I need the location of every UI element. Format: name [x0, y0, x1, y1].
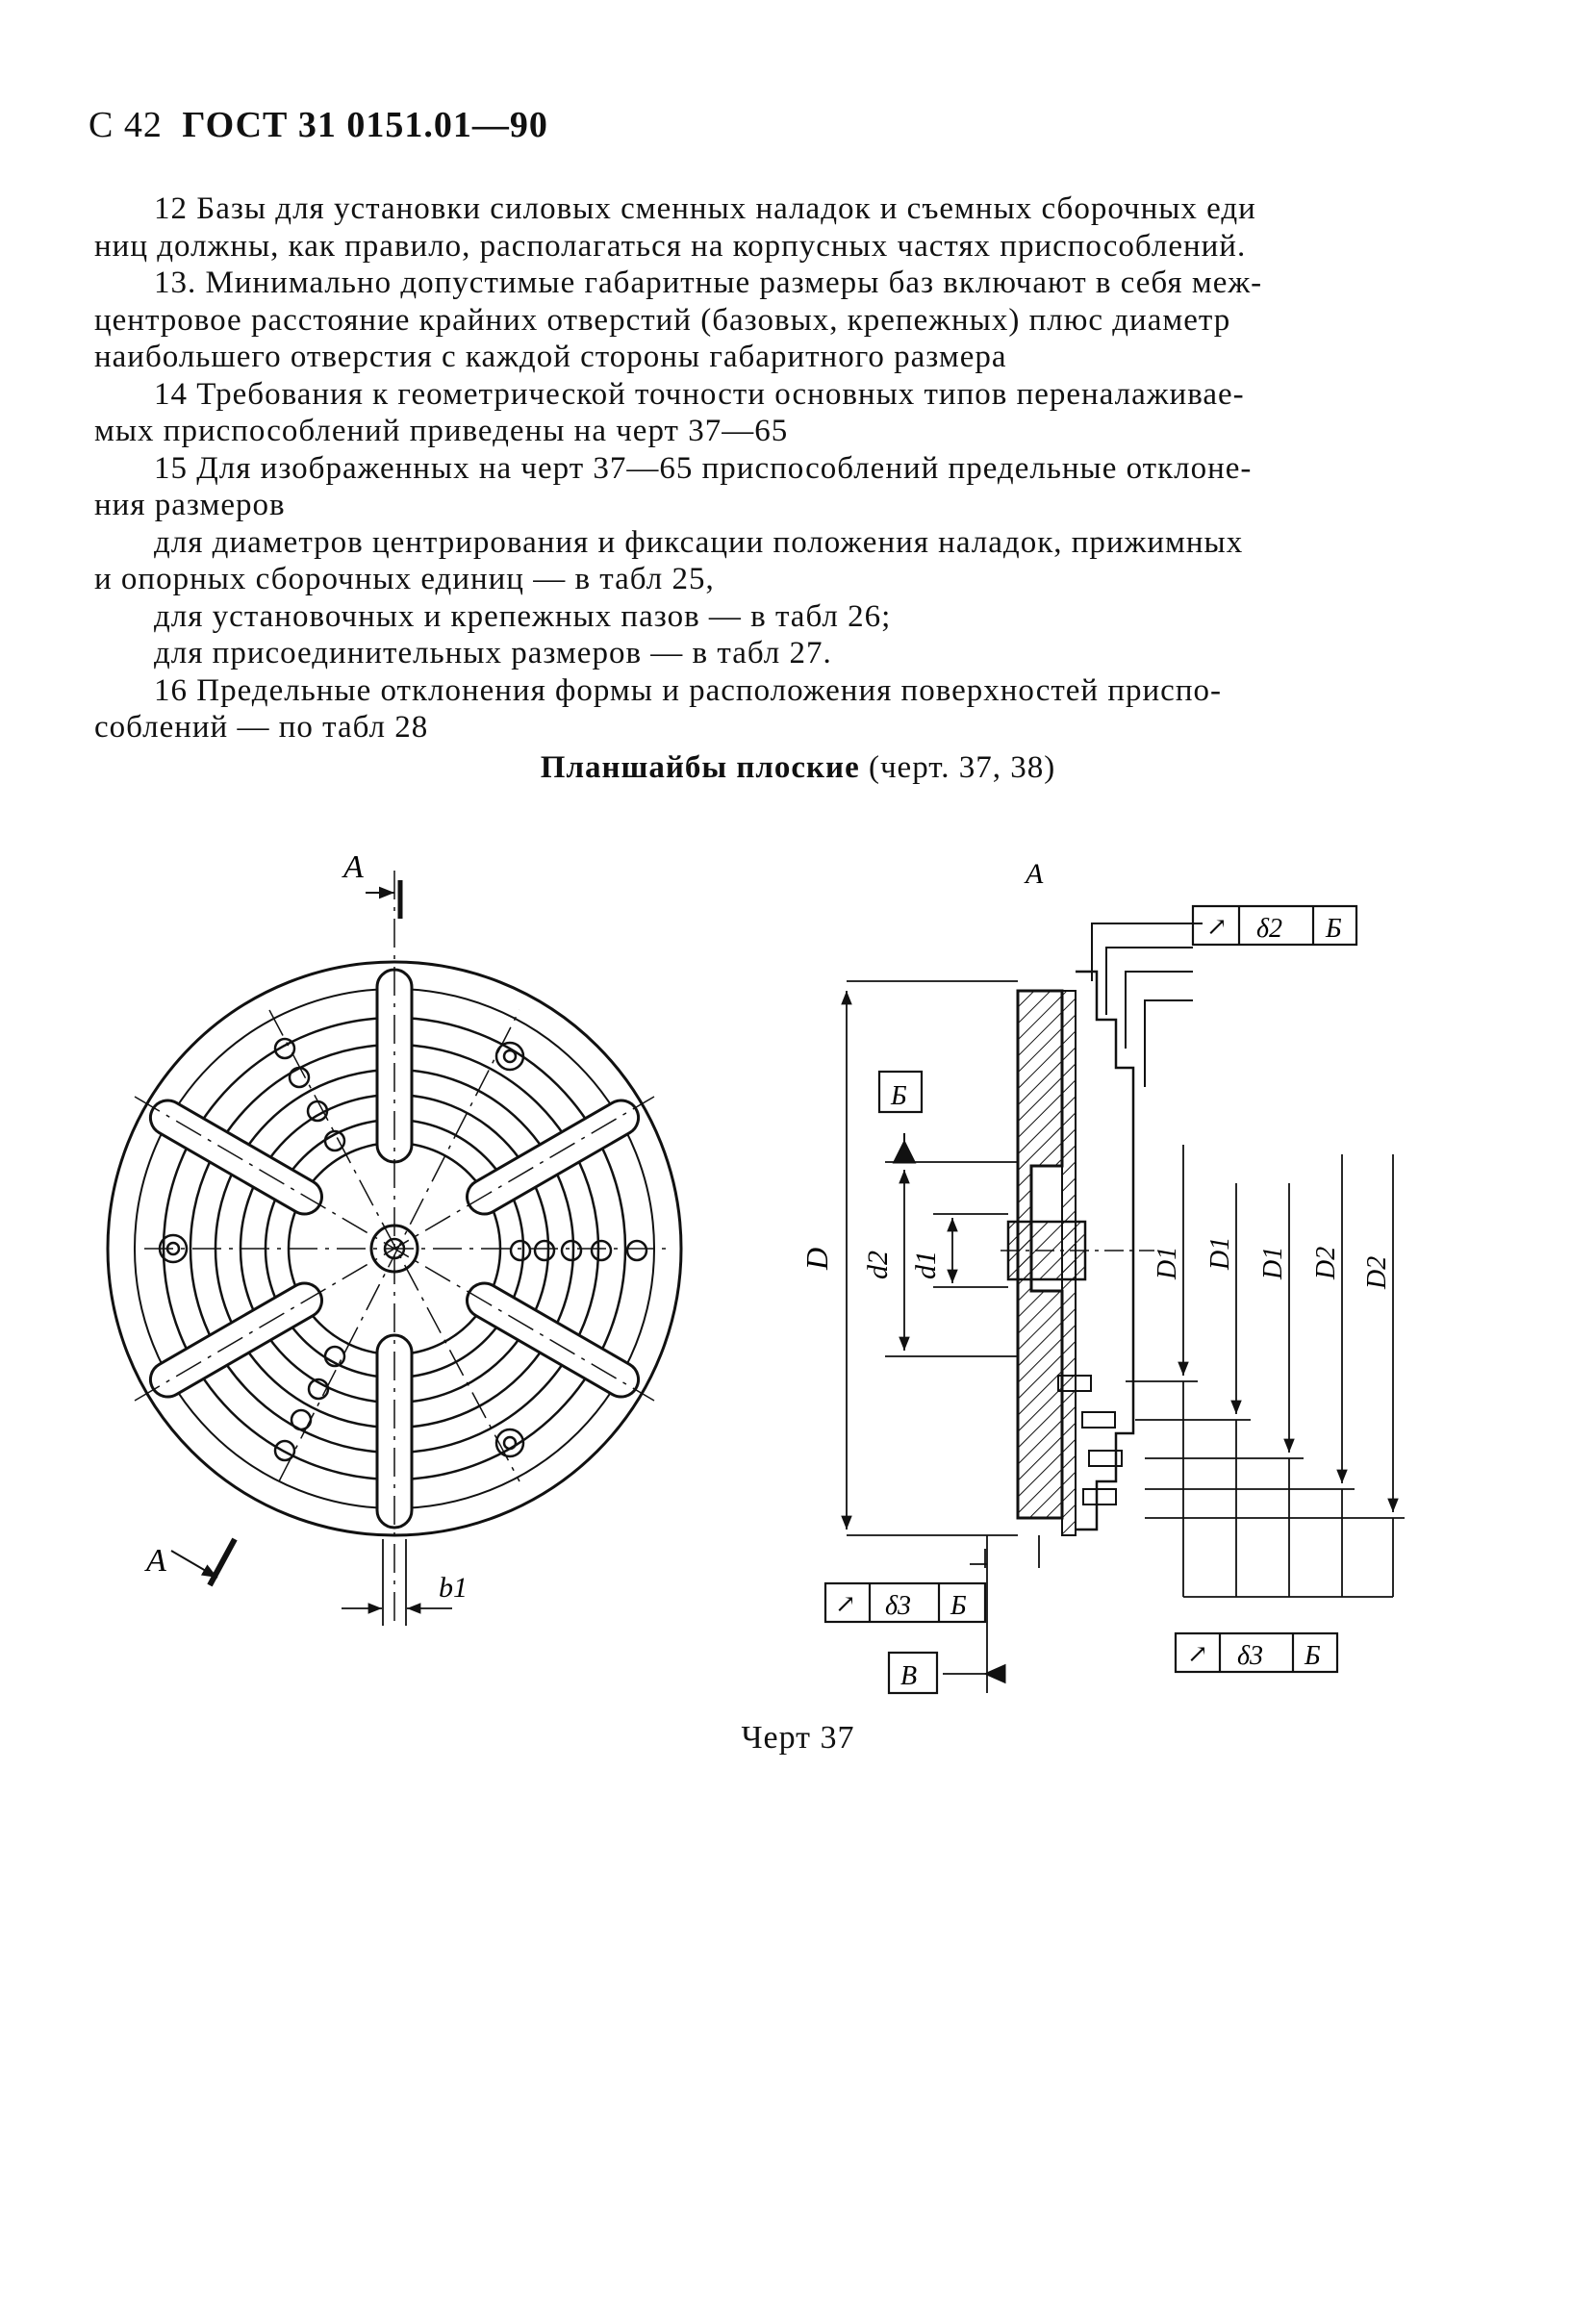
section-label-bottom: А [146, 1543, 166, 1579]
text-line: 12 Базы для установки силовых сменных наладок и съемных сборочных еди [154, 191, 1256, 226]
tol-top-base: Б [1326, 914, 1342, 944]
tol-top-value: δ2 [1256, 914, 1283, 944]
text-line: соблений — по табл 28 [94, 710, 429, 745]
dim-label-D1: D1 [1205, 1236, 1235, 1270]
dimension-b1 [342, 1539, 452, 1626]
text-line: мых приспособлений приведены на черт 37—65 [94, 414, 789, 448]
base-v-label: В [900, 1661, 918, 1691]
text-line: для диаметров центрирования и фиксации положения наладок, прижимных [154, 524, 1244, 560]
section-cut-bottom [210, 1539, 235, 1585]
base-b-label: Б [891, 1081, 907, 1111]
text-line: 14 Требования к геометрической точности основных типов переналаживае- [154, 376, 1245, 412]
text-line: 13. Минимально допустимые габаритные размеры баз включают в себя меж- [154, 266, 1263, 300]
tol-left-value: δ3 [885, 1591, 912, 1621]
tol-left-symbol: ↗ [835, 1590, 856, 1618]
dimension-lines [847, 991, 1393, 1597]
text-line: для установочных и крепежных пазов — в табл 26; [154, 598, 892, 634]
dim-label-D2: D2 [1311, 1246, 1341, 1279]
faceplate-plan-view [108, 871, 681, 1626]
text-line: ния размеров [94, 488, 286, 522]
dim-label-d1: d1 [910, 1251, 942, 1279]
section-title-text: Планшайбы плоские [540, 750, 860, 785]
tol-left-base: Б [950, 1591, 967, 1621]
standard-code: ГОСТ 31 0151.01—90 [182, 105, 548, 145]
dim-label-D1: D1 [1258, 1246, 1288, 1279]
dim-label-d2: d2 [862, 1251, 894, 1279]
faceplate-section-view [825, 906, 1405, 1693]
text-line: ниц должны, как правило, располагаться на корпусных частях приспособлений. [94, 228, 1247, 264]
dim-label-D1: D1 [1153, 1246, 1182, 1279]
tol-right-symbol: ↗ [1187, 1640, 1208, 1668]
section-label-top: А [343, 849, 364, 885]
figure-caption: Черт 37 [741, 1720, 855, 1756]
dim-label-D2: D2 [1362, 1255, 1392, 1289]
tol-right-value: δ3 [1237, 1641, 1264, 1671]
tol-top-symbol: ↗ [1206, 913, 1228, 941]
text-line: 16 Предельные отклонения формы и расположения поверхностей приспо- [154, 672, 1222, 708]
dim-label-D: D [799, 1247, 834, 1270]
page-number: С 42 [89, 105, 163, 145]
text-line: для присоединительных размеров — в табл 27. [154, 636, 832, 670]
tol-right-base: Б [1305, 1641, 1321, 1671]
text-line: и опорных сборочных единиц — в табл 25, [94, 562, 715, 596]
dim-label-b1: b1 [439, 1572, 468, 1604]
text-line: центровое расстояние крайних отверстий (базовых, крепежных) плюс диаметр [94, 302, 1231, 338]
section-title-ref: (черт. 37, 38) [868, 750, 1056, 785]
text-line: наибольшего отверстия с каждой стороны габаритного размера [94, 340, 1007, 374]
view-label-a: А [1026, 858, 1044, 890]
text-line: 15 Для изображенных на черт 37—65 приспособлений предельные отклоне- [154, 450, 1253, 486]
